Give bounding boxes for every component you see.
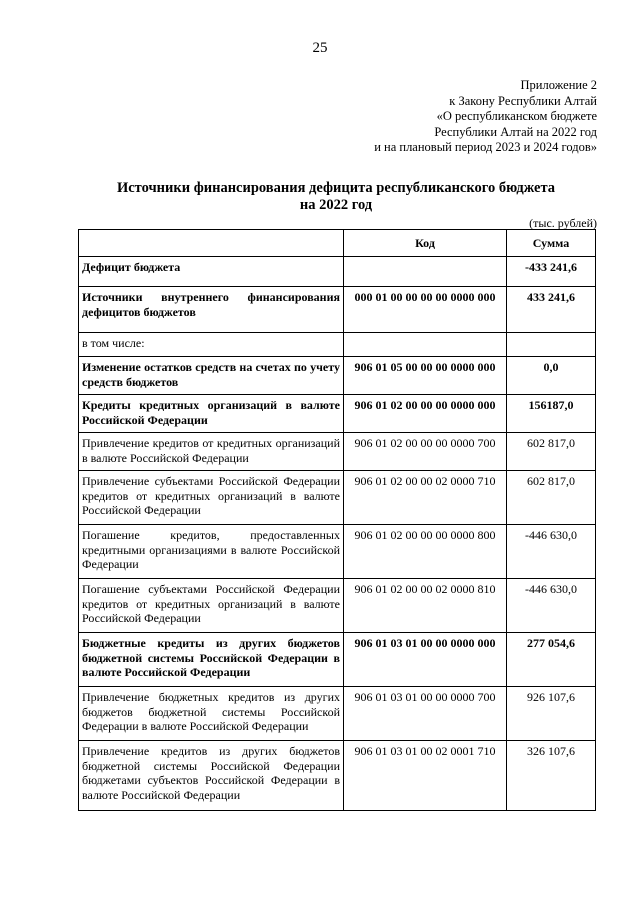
row-code-cell: 906 01 02 00 00 00 0000 000: [344, 395, 507, 433]
row-sum-cell: -446 630,0: [507, 579, 596, 633]
appendix-note: [374, 78, 597, 156]
financing-sources-table: [78, 229, 596, 811]
row-sum-cell: 602 817,0: [507, 433, 596, 471]
row-name-cell: Привлечение кредитов из других бюджетов бюджетной системы Российской Федерации бюджетами субъектов Российской Федерации в валюте Российской Федерации: [79, 741, 344, 811]
table-row: [79, 333, 596, 357]
table-row: [79, 471, 596, 525]
header-sum: Сумма: [507, 230, 596, 257]
row-sum-cell: 0,0: [507, 357, 596, 395]
appendix-line: Республики Алтай на 2022 год: [434, 124, 597, 139]
table-row: [79, 633, 596, 687]
row-sum-cell: 926 107,6: [507, 687, 596, 741]
header-code: Код: [344, 230, 507, 257]
row-code-cell: 906 01 03 01 00 00 0000 700: [344, 687, 507, 741]
row-code-cell: 000 01 00 00 00 00 0000 000: [344, 287, 507, 333]
header-name: [79, 230, 344, 257]
row-name-cell: Привлечение кредитов от кредитных организаций в валюте Российской Федерации: [79, 433, 344, 471]
row-name-cell: Погашение кредитов, предоставленных кредитными организациями в валюте Российской Федерации: [79, 525, 344, 579]
row-name-cell: Бюджетные кредиты из других бюджетов бюджетной системы Российской Федерации в валюте Российской Федерации: [79, 633, 344, 687]
row-sum-cell: 602 817,0: [507, 471, 596, 525]
row-name-cell: Дефицит бюджета: [79, 257, 344, 287]
row-sum-cell: -446 630,0: [507, 525, 596, 579]
table-row: [79, 579, 596, 633]
row-sum-cell: 156187,0: [507, 395, 596, 433]
row-code-cell: 906 01 03 01 00 02 0001 710: [344, 741, 507, 811]
row-code-cell: 906 01 05 00 00 00 0000 000: [344, 357, 507, 395]
table-row: [79, 257, 596, 287]
title-line: на 2022 год: [299, 197, 373, 213]
row-sum-cell: 433 241,6: [507, 287, 596, 333]
row-name-cell: Привлечение бюджетных кредитов из других бюджетов бюджетной системы Российской Федерации в валюте Российской Федерации: [79, 687, 344, 741]
row-name-cell: Источники внутреннего финансирования дефицитов бюджетов: [79, 287, 344, 333]
appendix-line: «О республиканском бюджете: [436, 109, 597, 123]
appendix-line: и на плановый период 2023 и 2024 годов»: [374, 140, 597, 154]
row-name-cell: Изменение остатков средств на счетах по учету средств бюджетов: [79, 357, 344, 395]
title-line: Источники финансирования дефицита республиканского бюджета: [116, 180, 556, 196]
table-header-row: [79, 230, 596, 257]
row-sum-cell: 326 107,6: [507, 741, 596, 811]
row-code-cell: 906 01 02 00 00 02 0000 810: [344, 579, 507, 633]
row-code-cell: 906 01 03 01 00 00 0000 000: [344, 633, 507, 687]
row-code-cell: [344, 333, 507, 357]
appendix-line: Приложение 2: [520, 78, 597, 92]
table-row: [79, 741, 596, 811]
row-code-cell: [344, 257, 507, 287]
row-name-cell: Кредиты кредитных организаций в валюте Российской Федерации: [79, 395, 344, 433]
table-row: [79, 287, 596, 333]
document-title: [78, 180, 594, 214]
table-row: [79, 395, 596, 433]
table-body: [79, 257, 596, 811]
row-sum-cell: -433 241,6: [507, 257, 596, 287]
row-sum-cell: 277 054,6: [507, 633, 596, 687]
table-row: [79, 687, 596, 741]
row-code-cell: 906 01 02 00 00 02 0000 710: [344, 471, 507, 525]
row-name-cell: Погашение субъектами Российской Федерации кредитов от кредитных организаций в валюте Российской Федерации: [79, 579, 344, 633]
table-row: [79, 357, 596, 395]
table-row: [79, 525, 596, 579]
appendix-line: к Закону Республики Алтай: [449, 93, 597, 108]
row-name-cell: в том числе:: [79, 333, 344, 357]
table-row: [79, 433, 596, 471]
page-number: 25: [312, 40, 328, 56]
row-name-cell: Привлечение субъектами Российской Федерации кредитов от кредитных организаций в валюте Российской Федерации: [79, 471, 344, 525]
row-code-cell: 906 01 02 00 00 00 0000 800: [344, 525, 507, 579]
row-sum-cell: [507, 333, 596, 357]
row-code-cell: 906 01 02 00 00 00 0000 700: [344, 433, 507, 471]
units-label: (тыс. рублей): [529, 216, 597, 230]
